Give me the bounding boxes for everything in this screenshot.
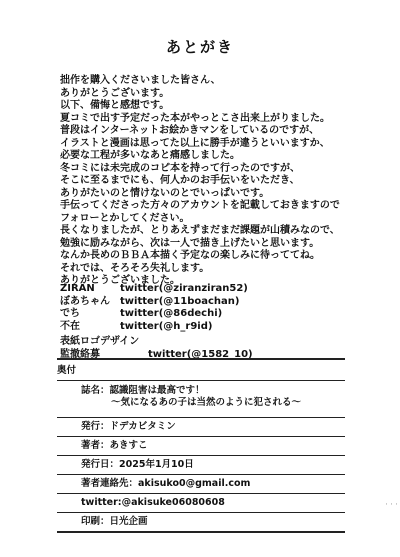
author-contact: 著者連絡先：akisuko0@gmail.com	[81, 478, 251, 489]
credit-name: ZIRAN	[60, 283, 95, 294]
credit-row	[60, 321, 248, 334]
book-subtitle: 〜気になるあの子は当然のように犯される〜	[111, 397, 302, 408]
colophon-top-rule	[57, 358, 345, 360]
credit-handle: twitter(@11boachan)	[120, 295, 240, 307]
credit-handle: twitter(@ziranziran52)	[120, 283, 248, 294]
afterword-line: ありがとうございます。	[60, 87, 170, 99]
afterword-line: ありがとうございました。	[60, 275, 180, 286]
afterword-line: そこに至るまでにも、何人かのお手伝いをいただき、	[60, 175, 300, 186]
colophon-heading: 奥付	[57, 365, 77, 376]
credit-row	[60, 308, 248, 321]
credit-handle: twitter(@1582_10)	[148, 348, 253, 360]
publish-date: 発行日：2025年1月10日	[81, 459, 194, 470]
helper-credits	[60, 283, 248, 333]
corner-mark: ・・・	[384, 502, 400, 508]
book-title: 誌名：認識阻害は最高です！	[81, 385, 205, 396]
credit-handle: twitter(@h_r9id)	[120, 320, 213, 332]
afterword-text	[60, 75, 390, 288]
afterword-line: 拙作を購入くださいました皆さん、	[60, 75, 221, 86]
credit-name: 不在	[60, 320, 80, 332]
afterword-line: 以下、備悔と感想です。	[60, 100, 170, 111]
afterword-line: 夏コミで出す予定だった本がやっとこさ出来上がりました。	[60, 112, 330, 124]
credit-handle: twitter(@86dechi)	[120, 308, 223, 319]
afterword-line: なんか長めのＢＢＡ本描く予定なの楽しみに待っててね。	[60, 250, 320, 261]
afterword-line: ありがたいのと情けないのとでいっぱいです。	[60, 187, 270, 199]
credit-name: でち	[60, 308, 80, 319]
afterword-line: 勉強に励みながら、次は一人で描き上げたいと思います。	[60, 237, 320, 249]
afterword-line: それでは、そろそろ失礼します。	[60, 262, 210, 274]
afterword-line: 普段はインターネットお絵かきマンをしているのですが、	[60, 125, 320, 136]
page-title: あとがき	[165, 38, 234, 56]
credit-name: 表紙ロゴデザイン	[60, 336, 140, 347]
afterword-line: 長くなりましたが、とりあえずまだまだ課題が山積みなので、	[60, 225, 340, 236]
credit-name: 監撤絡募	[60, 348, 100, 360]
credit-row	[60, 336, 253, 349]
credit-row	[60, 283, 248, 296]
colophon	[57, 358, 345, 533]
credit-row	[60, 296, 248, 309]
afterword-line: イラストと漫画は思ってた以上に勝手が違うといいますか、	[60, 137, 330, 149]
author-twitter: twitter:@akisuke06080608	[81, 497, 225, 508]
colophon-bottom-rule	[57, 531, 345, 533]
afterword-line: フォローとかしてください。	[60, 212, 190, 224]
book-title-block	[57, 381, 345, 413]
afterword-line: 必要な工程が多いなあと痛感しました。	[60, 150, 240, 161]
afterword-line: 冬コミには未完成のコピ本を持って行ったのですが、	[60, 162, 300, 174]
publisher: 発行：ドデカビタミン	[81, 421, 176, 432]
author: 著者：あきすこ	[81, 440, 148, 451]
afterword-line: 手伝ってくださった方々のアカウントを記載しておきますので	[60, 200, 340, 211]
printer: 印刷：日光企画	[81, 516, 148, 527]
credit-name: ぼあちゃん	[60, 295, 110, 307]
